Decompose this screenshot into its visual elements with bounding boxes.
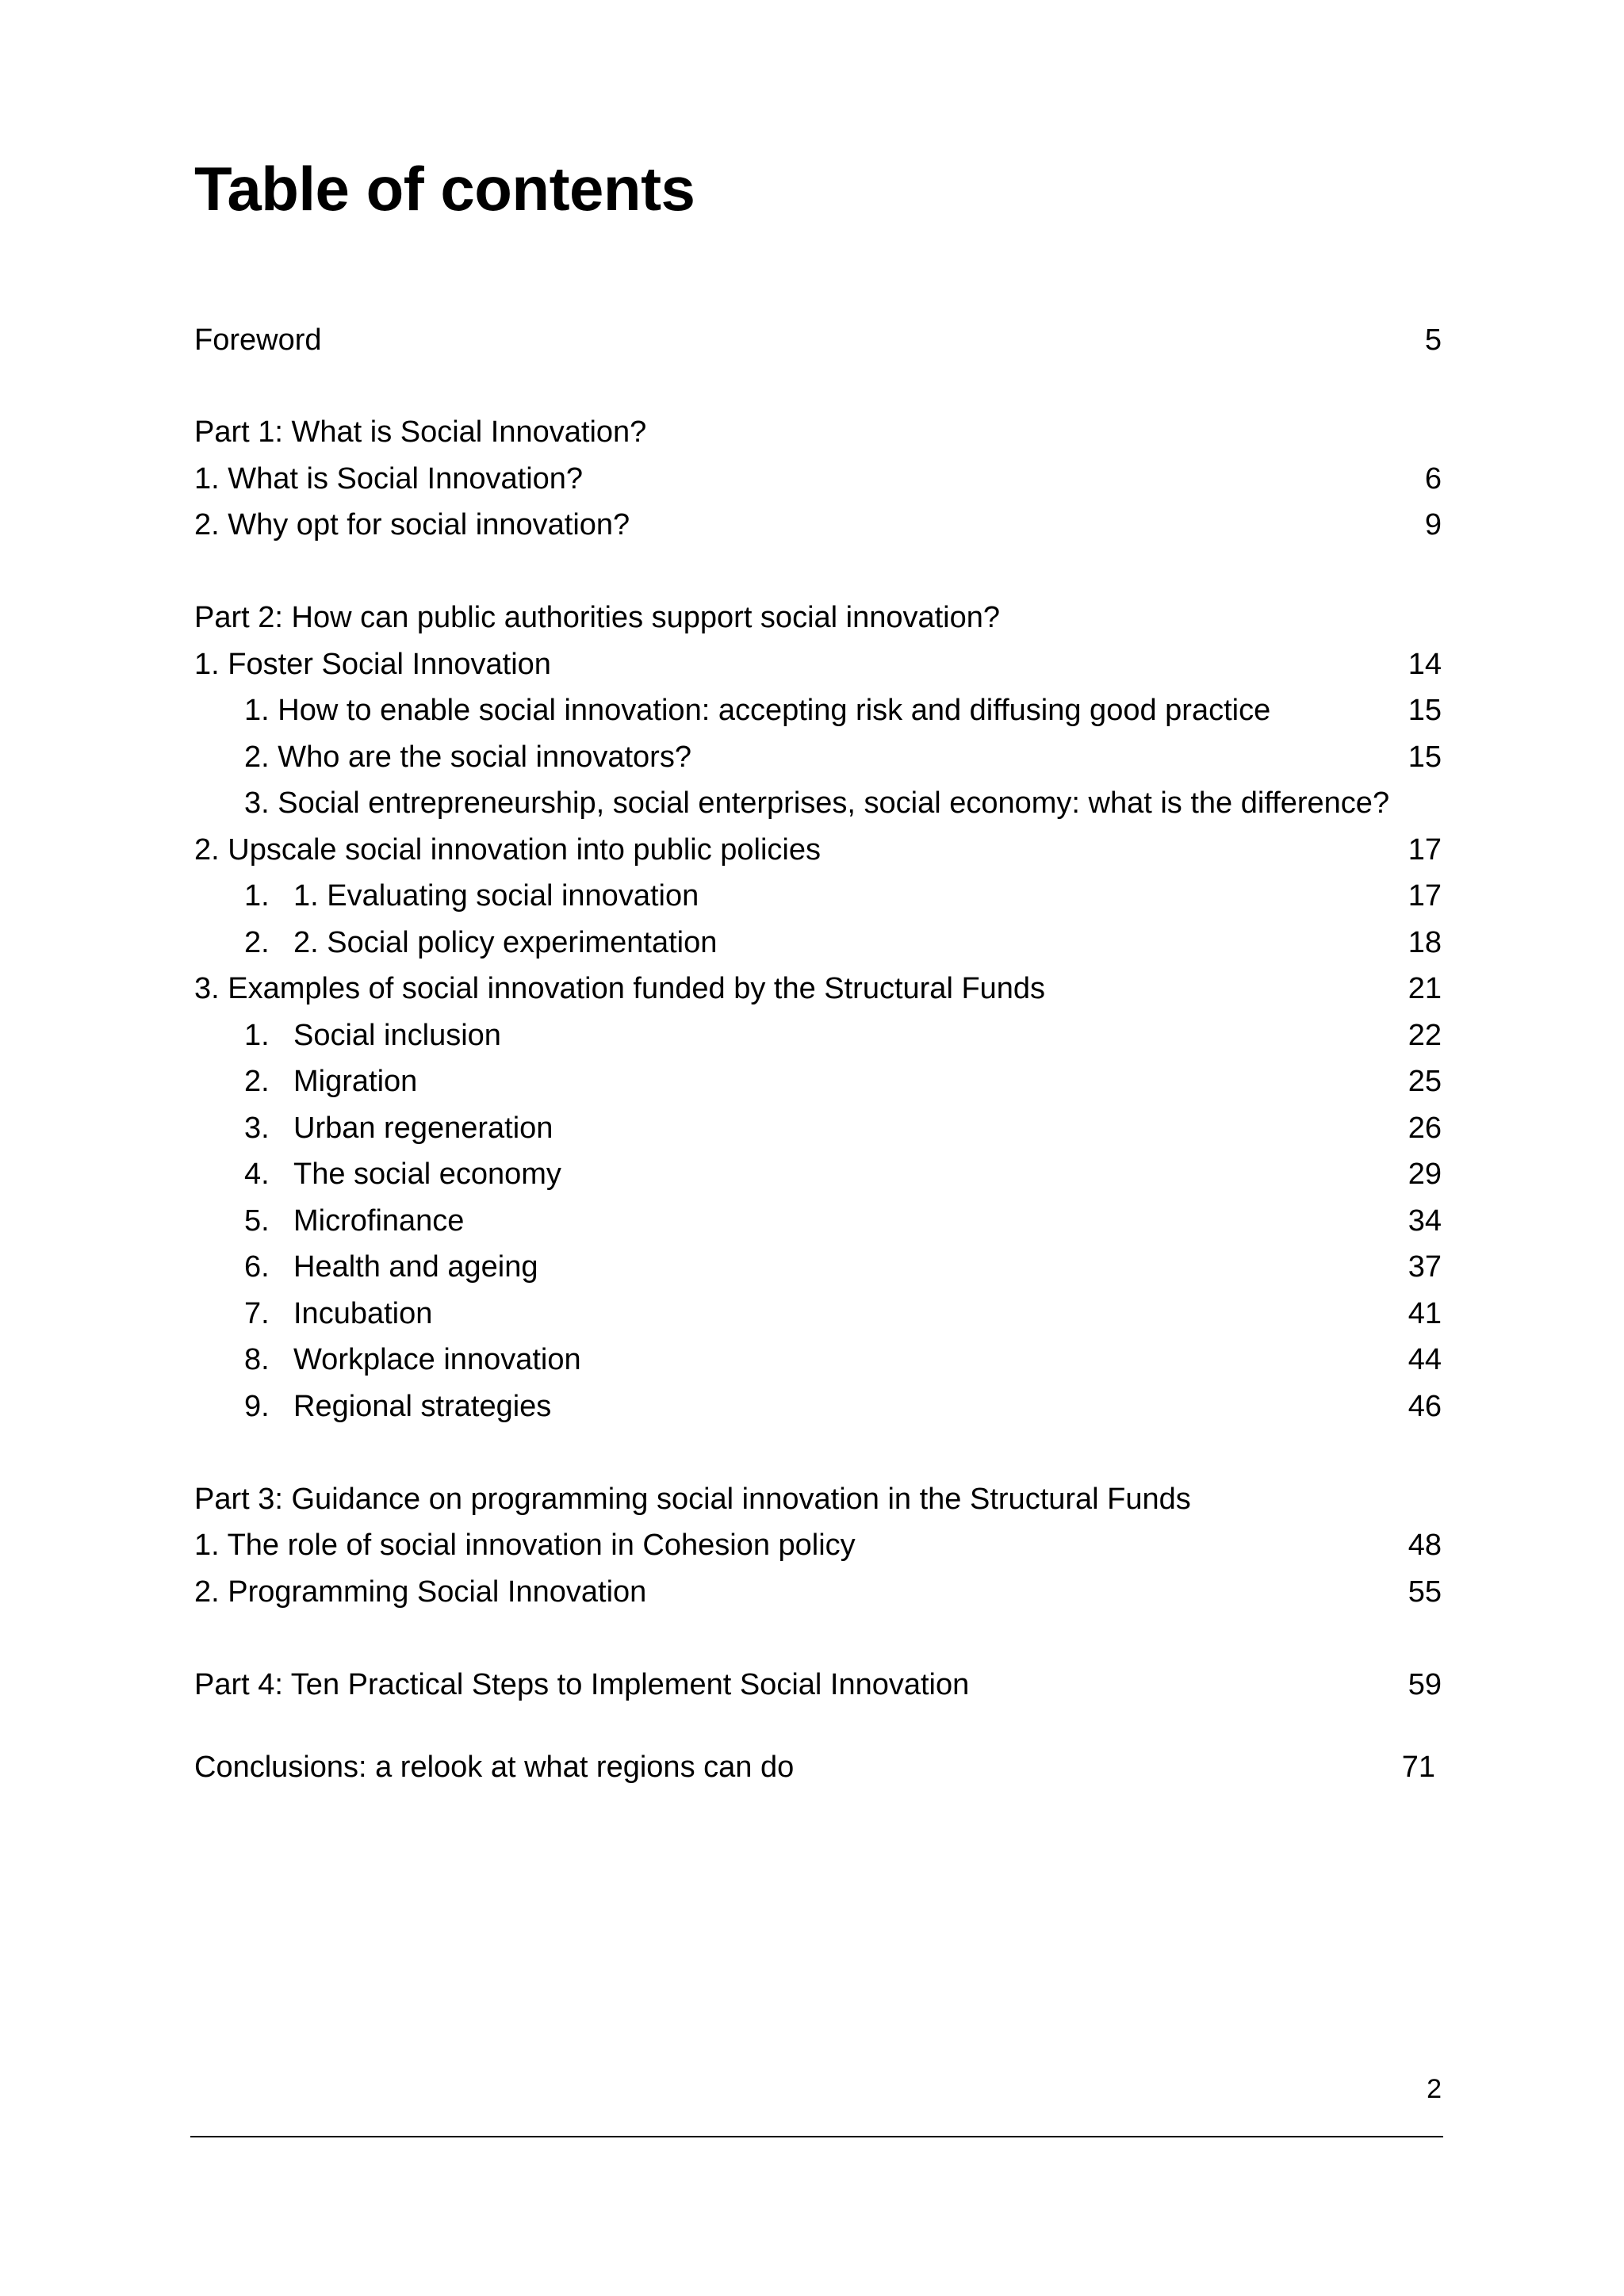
toc-entry-foster[interactable]: [0, 641, 1624, 687]
toc-entry-number: 7.: [244, 1297, 270, 1330]
toc-entry-number: 4.: [244, 1158, 270, 1191]
toc-entry-label: Part 2: How can public authorities support social innovation?: [194, 601, 1001, 634]
toc-entry-number: 1.: [244, 879, 270, 913]
toc-entry-label: 1. How to enable social innovation: accepting risk and diffusing good practice: [244, 694, 1271, 727]
toc-entry-label: 1. Evaluating social innovation: [293, 879, 699, 913]
toc-entry-migration[interactable]: [0, 1058, 1624, 1104]
toc-entry-label: Incubation: [293, 1297, 433, 1330]
toc-entry-page: 21: [1408, 972, 1442, 1005]
footer-divider: [190, 2136, 1443, 2137]
toc-entry-urban-regeneration[interactable]: [0, 1105, 1624, 1151]
toc-entry-label: 1. What is Social Innovation?: [194, 462, 584, 496]
toc-entry-label: 2. Programming Social Innovation: [194, 1575, 647, 1609]
toc-entry-label: The social economy: [293, 1158, 561, 1191]
toc-entry-page: 41: [1408, 1297, 1442, 1330]
toc-entry-page: 34: [1408, 1204, 1442, 1238]
toc-entry-conclusions[interactable]: [0, 1744, 1624, 1790]
toc-entry-label: 2. Social policy experimentation: [293, 926, 718, 959]
toc-entry-entrepreneurship[interactable]: [0, 780, 1624, 826]
toc-entry-page: 46: [1408, 1390, 1442, 1423]
toc-entry-label: Social inclusion: [293, 1019, 501, 1052]
toc-entry-page: 55: [1408, 1575, 1442, 1609]
toc-entry-label: 2. Upscale social innovation into public policies: [194, 833, 822, 867]
toc-entry-page: 15: [1408, 740, 1442, 774]
toc-entry-label: 2. Why opt for social innovation?: [194, 508, 630, 541]
toc-entry-number: 9.: [244, 1390, 270, 1423]
toc-heading-part-4[interactable]: [0, 1662, 1624, 1708]
toc-entry-incubation[interactable]: [0, 1291, 1624, 1337]
toc-entry-number: 8.: [244, 1343, 270, 1376]
toc-entry-number: 6.: [244, 1250, 270, 1284]
toc-entry-label: 3. Examples of social innovation funded by the Structural Funds: [194, 972, 1046, 1005]
toc-entry-page: 26: [1408, 1112, 1442, 1145]
toc-entry-number: 2.: [244, 926, 270, 959]
toc-entry-label: Urban regeneration: [293, 1112, 553, 1145]
toc-entry-regional-strategies[interactable]: [0, 1383, 1624, 1429]
toc-entry-why-opt[interactable]: [0, 502, 1624, 548]
toc-entry-page: 25: [1408, 1065, 1442, 1098]
toc-entry-examples[interactable]: [0, 966, 1624, 1012]
toc-entry-page: 44: [1408, 1343, 1442, 1376]
toc-entry-page: 14: [1408, 648, 1442, 681]
toc-entry-label: Health and ageing: [293, 1250, 538, 1284]
toc-entry-page: 9: [1424, 508, 1442, 541]
toc-entry-label: Regional strategies: [293, 1390, 552, 1423]
toc-entry-number: 3.: [244, 1112, 270, 1145]
toc-entry-label: Part 4: Ten Practical Steps to Implement Social Innovation: [194, 1668, 970, 1701]
toc-entry-microfinance[interactable]: [0, 1198, 1624, 1244]
toc-entry-page: 71: [1401, 1751, 1435, 1784]
toc-entry-label: Part 1: What is Social Innovation?: [194, 415, 647, 449]
toc-entry-label: 2. Who are the social innovators?: [244, 740, 691, 774]
toc-entry-label: 1. The role of social innovation in Cohesion policy: [194, 1529, 856, 1562]
toc-entry-what-is-social-innovation[interactable]: [0, 456, 1624, 502]
toc-entry-label: Workplace innovation: [293, 1343, 581, 1376]
toc-entry-page: 15: [1408, 694, 1442, 727]
toc-entry-page: 6: [1424, 462, 1442, 496]
toc-entry-page: 59: [1408, 1668, 1442, 1701]
toc-entry-programming[interactable]: [0, 1569, 1624, 1615]
toc-entry-label: Microfinance: [293, 1204, 465, 1238]
page-number: 2: [1427, 2074, 1442, 2104]
toc-entry-label: Conclusions: a relook at what regions can do: [194, 1751, 795, 1784]
toc-entry-workplace-innovation[interactable]: [0, 1337, 1624, 1383]
toc-entry-health-ageing[interactable]: [0, 1244, 1624, 1290]
toc-entry-page: 5: [1424, 323, 1442, 357]
page-title: Table of contents: [194, 154, 695, 224]
toc-entry-page: 17: [1408, 833, 1442, 867]
toc-entry-number: 1.: [244, 1019, 270, 1052]
toc-entry-label: Foreword: [194, 323, 322, 357]
toc-entry-evaluating[interactable]: [0, 873, 1624, 919]
toc-entry-social-economy[interactable]: [0, 1151, 1624, 1197]
toc-entry-label: Part 3: Guidance on programming social innovation in the Structural Funds: [194, 1483, 1191, 1516]
toc-entry-enable[interactable]: [0, 687, 1624, 733]
toc-entry-who[interactable]: [0, 734, 1624, 780]
toc-entry-page: 17: [1408, 879, 1442, 913]
toc-entry-label: 3. Social entrepreneurship, social enterprises, social economy: what is the difference?: [244, 786, 1390, 820]
toc-entry-role-cohesion[interactable]: [0, 1522, 1624, 1568]
toc-entry-page: 22: [1408, 1019, 1442, 1052]
toc-entry-page: 29: [1408, 1158, 1442, 1191]
toc-entry-number: 2.: [244, 1065, 270, 1098]
toc-entry-label: Migration: [293, 1065, 418, 1098]
toc-entry-number: 5.: [244, 1204, 270, 1238]
toc-heading-part-3[interactable]: [0, 1476, 1624, 1522]
toc-entry-page: 48: [1408, 1529, 1442, 1562]
toc-entry-social-inclusion[interactable]: [0, 1012, 1624, 1058]
toc-entry-foreword[interactable]: [0, 317, 1624, 363]
toc-entry-page: 18: [1408, 926, 1442, 959]
toc-entry-label: 1. Foster Social Innovation: [194, 648, 551, 681]
toc-heading-part-1[interactable]: [0, 409, 1624, 455]
toc-entry-upscale[interactable]: [0, 827, 1624, 873]
toc-heading-part-2[interactable]: [0, 595, 1624, 641]
toc-entry-experimentation[interactable]: [0, 920, 1624, 966]
toc-entry-page: 37: [1408, 1250, 1442, 1284]
